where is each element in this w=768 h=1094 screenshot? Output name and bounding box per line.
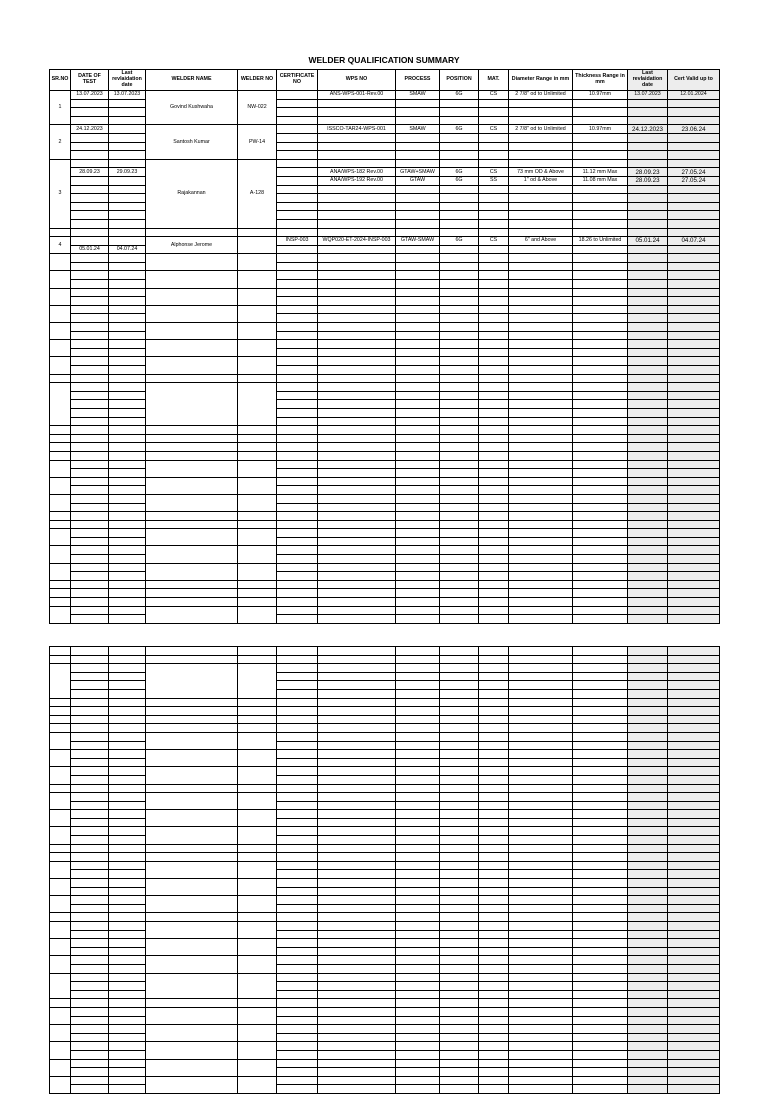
table-row <box>50 451 720 460</box>
cert-valid-cell: 04.07.24 <box>668 237 720 246</box>
header-date-of-test: DATE OF TEST <box>71 70 109 91</box>
table-row <box>50 288 720 297</box>
header-position: POSITION <box>440 70 479 91</box>
table-row <box>50 529 720 538</box>
table-row <box>50 434 720 443</box>
welder-summary-table-page-2 <box>49 646 720 1094</box>
table-row <box>50 767 720 776</box>
table-row <box>50 589 720 598</box>
table-row <box>50 271 720 280</box>
table-row <box>50 810 720 819</box>
table-row <box>50 784 720 793</box>
table-row <box>50 1076 720 1085</box>
diameter-cell: 6" and Above <box>509 237 573 246</box>
table-row <box>50 896 720 905</box>
last-revalidation-cell: 13.07.2023 <box>628 91 668 100</box>
table-row <box>50 844 720 853</box>
header-welder-name: WELDER NAME <box>146 70 238 91</box>
table-row <box>50 598 720 607</box>
header-wps-no: WPS NO <box>318 70 396 91</box>
process-cell: GTAW-SMAW <box>396 237 440 246</box>
sr-no-cell: 4 <box>50 237 71 254</box>
table-row <box>50 520 720 529</box>
material-cell: CS <box>479 91 509 100</box>
wps-no-cell: WQP020-ET-2024-INSP-003 <box>318 237 396 246</box>
table-row <box>50 973 720 982</box>
table-row <box>50 1007 720 1016</box>
date-of-test-cell: 28.09.23 <box>71 168 109 177</box>
table-row <box>50 956 720 965</box>
thickness-cell: 11.08 mm Max <box>573 176 628 185</box>
material-cell: SS <box>479 176 509 185</box>
sr-no-cell: 3 <box>50 159 71 228</box>
position-cell: 6G <box>440 168 479 177</box>
certificate-no-cell <box>277 125 318 134</box>
table-row <box>50 305 720 314</box>
thickness-cell: 18.26 to Unlimited <box>573 237 628 246</box>
table-row <box>50 443 720 452</box>
table-row <box>50 606 720 615</box>
header-sr-no: SR.NO <box>50 70 71 91</box>
last-revalidation-cell: 24.12.2023 <box>628 125 668 134</box>
page-title: WELDER QUALIFICATION SUMMARY <box>308 55 460 65</box>
table-row <box>50 913 720 922</box>
table-row <box>50 237 720 246</box>
last-revalidation-cell: 28.09.23 <box>628 168 668 177</box>
thickness-cell: 11.12 mm Max <box>573 168 628 177</box>
table-row <box>50 1025 720 1034</box>
header-welder-no: WELDER NO <box>238 70 277 91</box>
thickness-cell: 10.97mm <box>573 125 628 134</box>
table-row <box>50 707 720 716</box>
revalidation-date-cell: 29.09.23 <box>109 168 146 177</box>
table-row <box>50 477 720 486</box>
diameter-cell: 2 7/8" od to Unlimited <box>509 125 573 134</box>
position-cell: 6G <box>440 91 479 100</box>
revalidation-date-cell: 04.07.24 <box>109 245 146 254</box>
diameter-cell: 73 mm OD & Above <box>509 168 573 177</box>
sr-no-cell: 2 <box>50 125 71 159</box>
position-cell: 6G <box>440 237 479 246</box>
cert-valid-cell: 27.05.24 <box>668 168 720 177</box>
table-row <box>50 999 720 1008</box>
table-row <box>50 939 720 948</box>
header-material: MAT. <box>479 70 509 91</box>
table-row <box>50 724 720 733</box>
table-row <box>50 426 720 435</box>
table-row <box>50 664 720 673</box>
table-row <box>50 494 720 503</box>
revalidation-date-cell <box>109 125 146 134</box>
cert-valid-cell: 12.01.2024 <box>668 91 720 100</box>
table-row <box>50 323 720 332</box>
certificate-no-cell <box>277 176 318 185</box>
welder-name-cell: Govind Kushwaha <box>146 91 238 125</box>
welder-name-cell: Santosh Kumar <box>146 125 238 159</box>
position-cell: 6G <box>440 176 479 185</box>
wps-no-cell: ANA/WPS-182 Rev.00 <box>318 168 396 177</box>
sr-no-cell: 1 <box>50 91 71 125</box>
date-of-test-cell: 05.01.24 <box>71 245 109 254</box>
table-row <box>50 750 720 759</box>
certificate-no-cell <box>277 168 318 177</box>
table-row <box>50 1042 720 1051</box>
welder-summary-table <box>49 69 720 624</box>
welder-name-cell: Rajakannan <box>146 159 238 228</box>
cert-valid-cell: 23.06.24 <box>668 125 720 134</box>
header-diameter-range: Diameter Range in mm <box>509 70 573 91</box>
header-row <box>50 70 720 91</box>
material-cell: CS <box>479 125 509 134</box>
date-of-test-cell: 13.07.2023 <box>71 91 109 100</box>
process-cell: GTAW <box>396 176 440 185</box>
table-row <box>50 732 720 741</box>
table-row <box>50 228 720 237</box>
table-row <box>50 793 720 802</box>
table-row <box>50 460 720 469</box>
welder-name-cell: Alphonse Jerome <box>146 237 238 254</box>
table-row <box>50 647 720 656</box>
table-row <box>50 159 720 168</box>
table-row <box>50 546 720 555</box>
date-of-test-cell: 24.12.2023 <box>71 125 109 134</box>
table-row <box>50 340 720 349</box>
last-revalidation-cell: 05.01.24 <box>628 237 668 246</box>
table-row <box>50 512 720 521</box>
header-certificate-no: CERTIFICATE NO <box>277 70 318 91</box>
table-row <box>50 580 720 589</box>
header-last-revalidation-date: Last revlaidation date <box>109 70 146 91</box>
table-row <box>50 357 720 366</box>
welder-no-cell: PW-14 <box>238 125 277 159</box>
table-row <box>50 655 720 664</box>
header-thickness-range: Thickness Range in mm <box>573 70 628 91</box>
header-cert-valid-up-to: Cert Valid up to <box>668 70 720 91</box>
position-cell: 6G <box>440 125 479 134</box>
table-row <box>50 383 720 392</box>
table-row <box>50 922 720 931</box>
table-row <box>50 853 720 862</box>
material-cell: CS <box>479 168 509 177</box>
diameter-cell: 1" od & Above <box>509 176 573 185</box>
wps-no-cell: ANS-WPS-001-Rev.00 <box>318 91 396 100</box>
material-cell: CS <box>479 237 509 246</box>
certificate-no-cell: INSP-003 <box>277 237 318 246</box>
welder-no-cell: NW-022 <box>238 91 277 125</box>
table-row <box>50 254 720 263</box>
process-cell: SMAW <box>396 91 440 100</box>
table-row <box>50 715 720 724</box>
diameter-cell: 2 7/8" od to Unlimited <box>509 91 573 100</box>
header-process: PROCESS <box>396 70 440 91</box>
wps-no-cell: ISSCO-TAR24-WPS-001 <box>318 125 396 134</box>
table-row <box>50 698 720 707</box>
revalidation-date-cell: 13.07.2023 <box>109 91 146 100</box>
welder-no-cell <box>238 237 277 254</box>
table-row <box>50 91 720 100</box>
certificate-no-cell <box>277 91 318 100</box>
table-row <box>50 879 720 888</box>
welder-no-cell: A-128 <box>238 159 277 228</box>
table-row <box>50 125 720 134</box>
table-row <box>50 374 720 383</box>
process-cell: GTAW+SMAW <box>396 168 440 177</box>
table-row <box>50 827 720 836</box>
last-revalidation-cell: 28.09.23 <box>628 176 668 185</box>
header-last-revalidation-date-2: Last revlaidation date <box>628 70 668 91</box>
cert-valid-cell: 27.05.24 <box>668 176 720 185</box>
table-row <box>50 1059 720 1068</box>
table-row <box>50 861 720 870</box>
thickness-cell: 10.97mm <box>573 91 628 100</box>
wps-no-cell: ANA/WPS-192 Rev.00 <box>318 176 396 185</box>
process-cell: SMAW <box>396 125 440 134</box>
table-row <box>50 563 720 572</box>
